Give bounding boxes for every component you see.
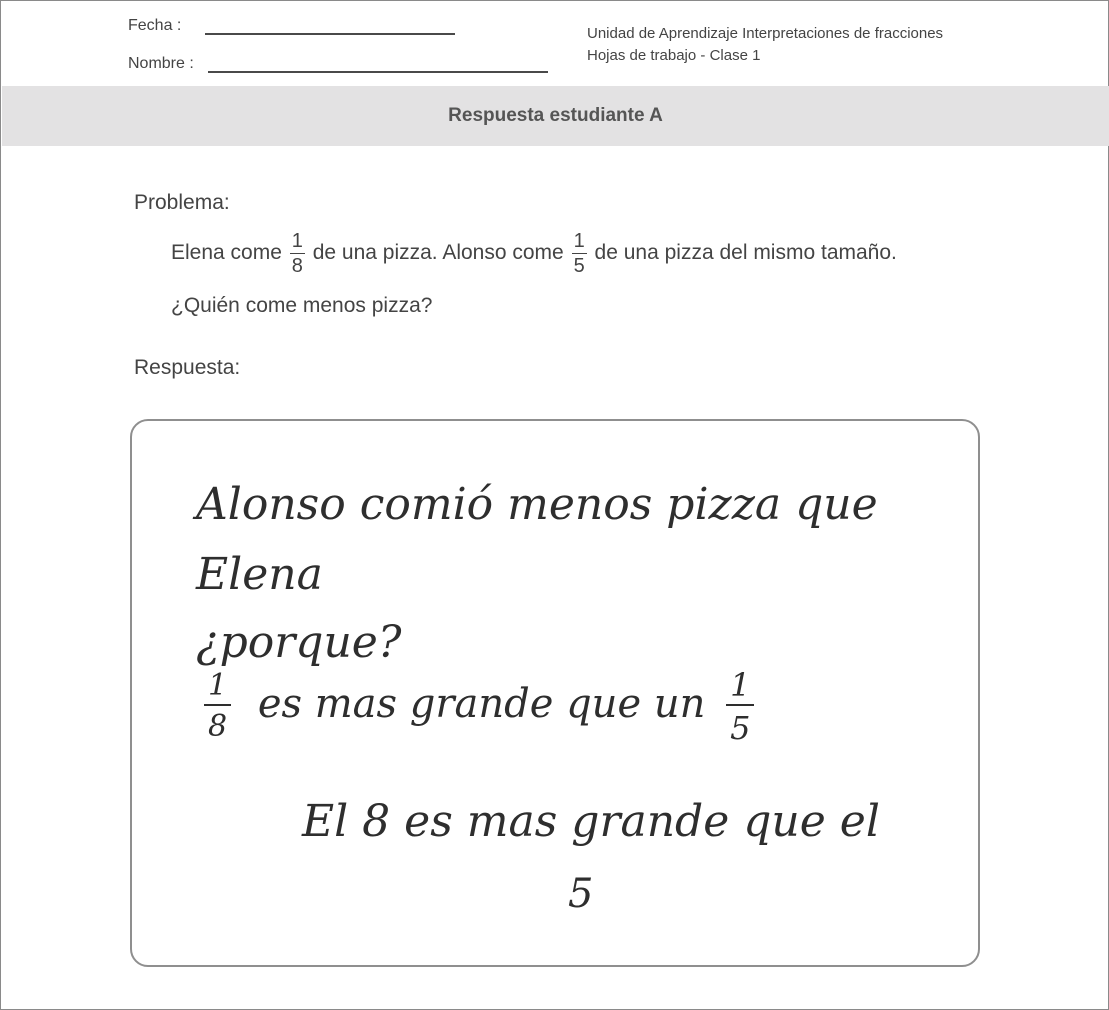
handwritten-line-6: 5 (568, 871, 594, 917)
unit-title: Unidad de Aprendizaje Interpretaciones de fracciones (587, 25, 944, 42)
problem-text-1: Elena come (171, 241, 282, 265)
problem-text-3: de una pizza del mismo tamaño. (594, 241, 897, 265)
section-banner (2, 86, 1109, 146)
problem-text-2: de una pizza. Alonso come (312, 241, 564, 265)
fraction-numerator: 1 (726, 669, 754, 706)
handwritten-fraction-fifth (726, 666, 754, 747)
fraction-numerator: 1 (291, 230, 303, 252)
nombre-field-line[interactable] (208, 71, 548, 73)
fraction-denominator: 5 (730, 709, 751, 747)
fraction-denominator: 5 (573, 255, 585, 277)
handwritten-line-2: Elena (196, 549, 323, 600)
worksheet-subtitle: Hojas de trabajo - Clase 1 (587, 47, 761, 64)
nombre-label: Nombre : (128, 55, 194, 72)
answer-label: Respuesta: (134, 356, 241, 379)
banner-title: Respuesta estudiante A (448, 105, 663, 126)
handwritten-line-1: Alonso comió menos pizza que (196, 479, 878, 530)
handwritten-line-4 (204, 666, 754, 747)
handwritten-line-3: ¿porque? (196, 617, 402, 668)
fecha-field-line[interactable] (205, 33, 455, 35)
fecha-label: Fecha : (128, 17, 182, 34)
fraction-denominator: 8 (208, 709, 228, 744)
handwritten-fraction-eighth (204, 668, 231, 744)
handwritten-line-5: El 8 es mas grande que el (302, 796, 880, 847)
fraction-numerator: 1 (573, 230, 585, 252)
answer-box[interactable] (130, 419, 980, 967)
problem-label: Problema: (134, 191, 230, 214)
fraction-numerator: 1 (204, 671, 231, 706)
handwritten-line-4-text: es mas grande que un (257, 680, 706, 727)
fraction-denominator: 8 (291, 255, 303, 277)
fraction-one-eighth (290, 231, 305, 276)
problem-statement (171, 231, 897, 276)
fraction-one-fifth (572, 231, 587, 276)
problem-question: ¿Quién come menos pizza? (171, 294, 433, 317)
